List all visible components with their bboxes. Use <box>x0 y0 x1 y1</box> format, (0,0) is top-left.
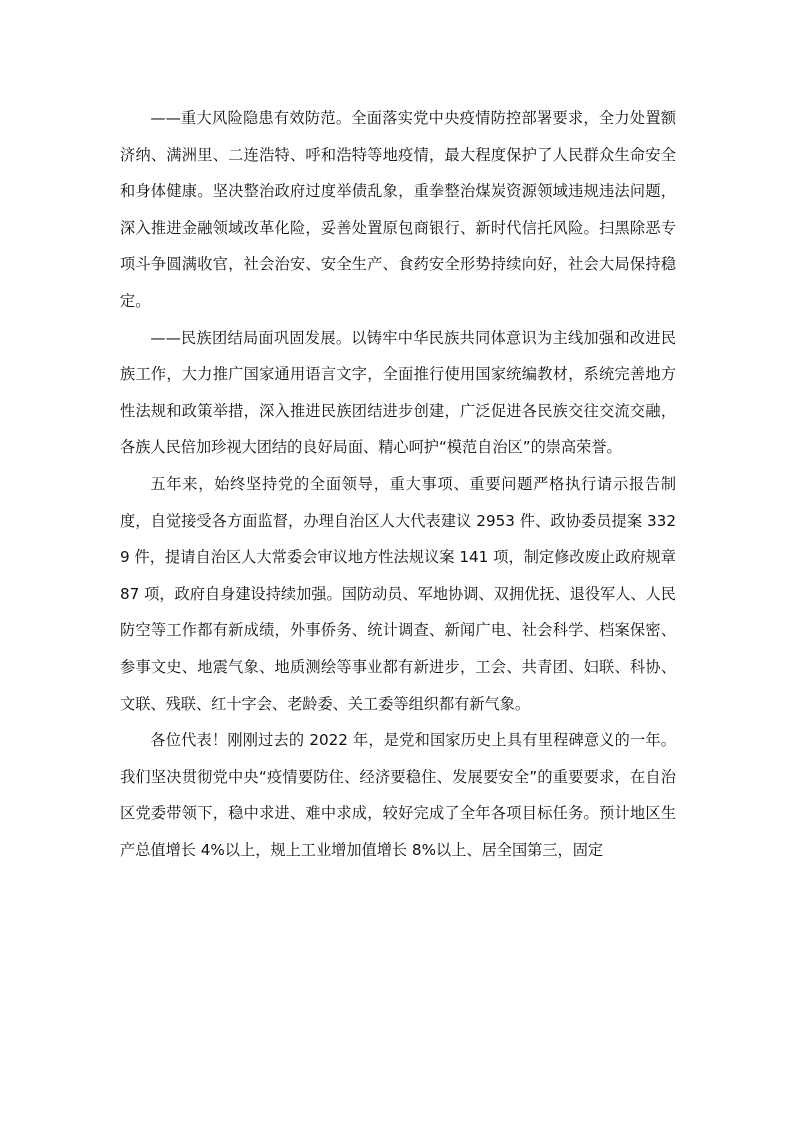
paragraph-ethnic-unity: ——民族团结局面巩固发展。以铸牢中华民族共同体意识为主线加强和改进民族工作，大力推广国家通用语言文字，全面推行使用国家统编教材，系统完善地方性法规和政策举措，深入推进民族团结进步创建，广泛促进各民族交往交流交融，各族人民倍加珍视大团结的良好局面、精心呵护“模范自治区”的崇高荣誉。 <box>120 328 676 457</box>
paragraph-risk-prevention: ——重大风险隐患有效防范。全面落实党中央疫情防控部署要求，全力处置额济纳、满洲里、二连浩特、呼和浩特等地疫情，最大程度保护了人民群众生命安全和身体健康。坚决整治政府过度举债乱象，重拳整治煤炭资源领域违规违法问题，深入推进金融领域改革化险，妥善处置原包商银行、新时代信托风险。扫黑除恶专项斗争圆满收官，社会治安、安全生产、食药安全形势持续向好，社会大局保持稳定。 <box>120 109 676 310</box>
paragraph-2022-review: 各位代表！刚刚过去的 2022 年，是党和国家历史上具有里程碑意义的一年。我们坚决贯彻党中央“疫情要防住、经济要稳住、发展要安全”的重要要求，在自治区党委带领下，稳中求进、难中求成，较好完成了全年各项目标任务。预计地区生产总值增长 4%以上，规上工业增加值增长 8%以上、居全国第三，固定 <box>120 731 676 859</box>
document-body <box>120 100 676 868</box>
paragraph-five-years: 五年来，始终坚持党的全面领导，重大事项、重要问题严格执行请示报告制度，自觉接受各方面监督，办理自治区人大代表建议 2953 件、政协委员提案 3329 件，提请自治区人大常委会审议地方性法规议案 141 项，制定修改废止政府规章 87 项，政府自身建设持续加强。国防动员、军地协调、双拥优抚、退役军人、人民防空等工作都有新成绩，外事侨务、统计调查、新闻广电、社会科学、档案保密、参事文史、地震气象、地质测绘等事业都有新进步，工会、共青团、妇联、科协、文联、残联、红十字会、老龄委、关工委等组织都有新气象。 <box>120 474 676 713</box>
